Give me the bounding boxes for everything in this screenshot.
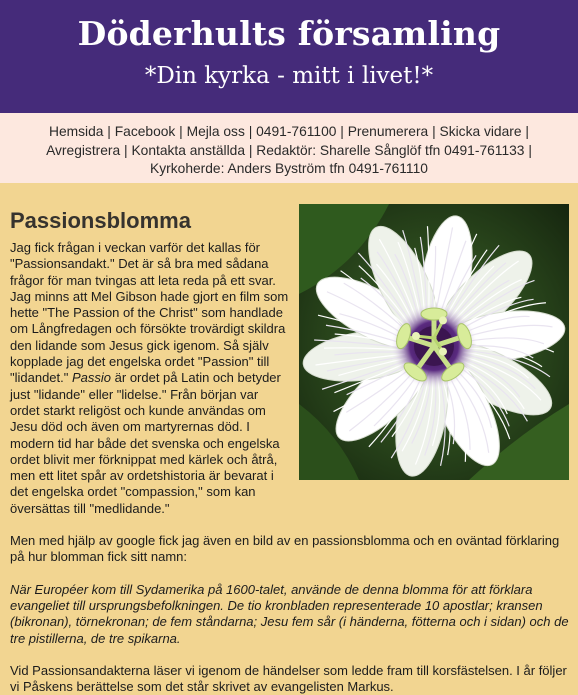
- article-paragraph-4: Vid Passionsandakterna läser vi igenom de händelser som ledde fram till korsfästelsen. I år följer vi Påskens berättelse som det står skrivet av evangelisten Markus.: [10, 662, 567, 695]
- link-kontakta-anstallda[interactable]: Kontakta anställda: [131, 142, 245, 158]
- link-kyrkoherde[interactable]: Kyrkoherde: Anders Byström tfn 0491-761110: [150, 161, 428, 176]
- article: [0, 183, 578, 695]
- link-mejla-oss[interactable]: Mejla oss: [186, 124, 245, 139]
- article-heading: Passionsblomma: [10, 208, 191, 233]
- link-prenumerera[interactable]: Prenumerera: [347, 124, 429, 139]
- link-facebook[interactable]: Facebook: [114, 124, 176, 139]
- link-bar: Hemsida | Facebook | Mejla oss | 0491-761100 | Prenumerera | Skicka vidare | Avregistrera | Kontakta anställda | Redaktör: Sharelle Sånglöf tfn 0491-761133 | Kyrkoherde: Anders Byström tfn 0491-761110: [0, 113, 578, 183]
- passion-flower-image: [299, 204, 569, 480]
- header-banner: [0, 0, 578, 113]
- article-paragraph-2: Men med hjälp av google fick jag även en bild av en passionsblomma och en oväntad förklaring på hur blomman fick sitt namn:: [10, 533, 560, 565]
- link-phone[interactable]: 0491-761100: [256, 124, 337, 139]
- link-avregistrera[interactable]: Avregistrera: [46, 142, 121, 158]
- site-title: Döderhults församling: [77, 14, 501, 53]
- article-paragraph-1: Jag fick frågan i veckan varför det kallas för "Passionsandakt." Det är så bra med sådana frågor för man tvingas att leta reda på ett svar. Jag minns att Mel Gibson hade gjort en film som hette "The Passion of the Christ" som handlade om Långfredagen och försökte trovärdigt skildra den lidande som Jesus gick igenom. Så själv kopplade jag det engelska ordet "Passion" till "lidandet." Passio är ordet på Latin och betyder just "lidande" eller "lidelse." Från början var ordet starkt religöst och kunde användas om Jesu död och även om martyrernas död. I modern tid har både det svenska och engelska ordet blivit mer förknippat med kärlek och åtrå, men ett litet spår av ordetshistoria är bevarat i det engelska ordet "compassion," som kan översättas till "medlidande.": [10, 240, 289, 516]
- link-redaktor[interactable]: Redaktör: Sharelle Sånglöf tfn 0491-761133: [256, 142, 525, 158]
- link-hemsida[interactable]: Hemsida: [49, 124, 104, 139]
- article-paragraph-3: När Européer kom till Sydamerika på 1600-talet, använde de denna blomma för att förklara evangeliet till ursprungsbefolkningen. De tio kronbladen representerade 10 apostlar; kransen (bikronan), törnekronan; de fem ståndarna; Jesu fem sår (i händerna, fötterna och i sidan) och de tre pistillerna, de tre spikarna.: [10, 581, 569, 646]
- link-skicka-vidare[interactable]: Skicka vidare: [439, 124, 522, 139]
- site-tagline: *Din kyrka - mitt i livet!*: [144, 63, 434, 89]
